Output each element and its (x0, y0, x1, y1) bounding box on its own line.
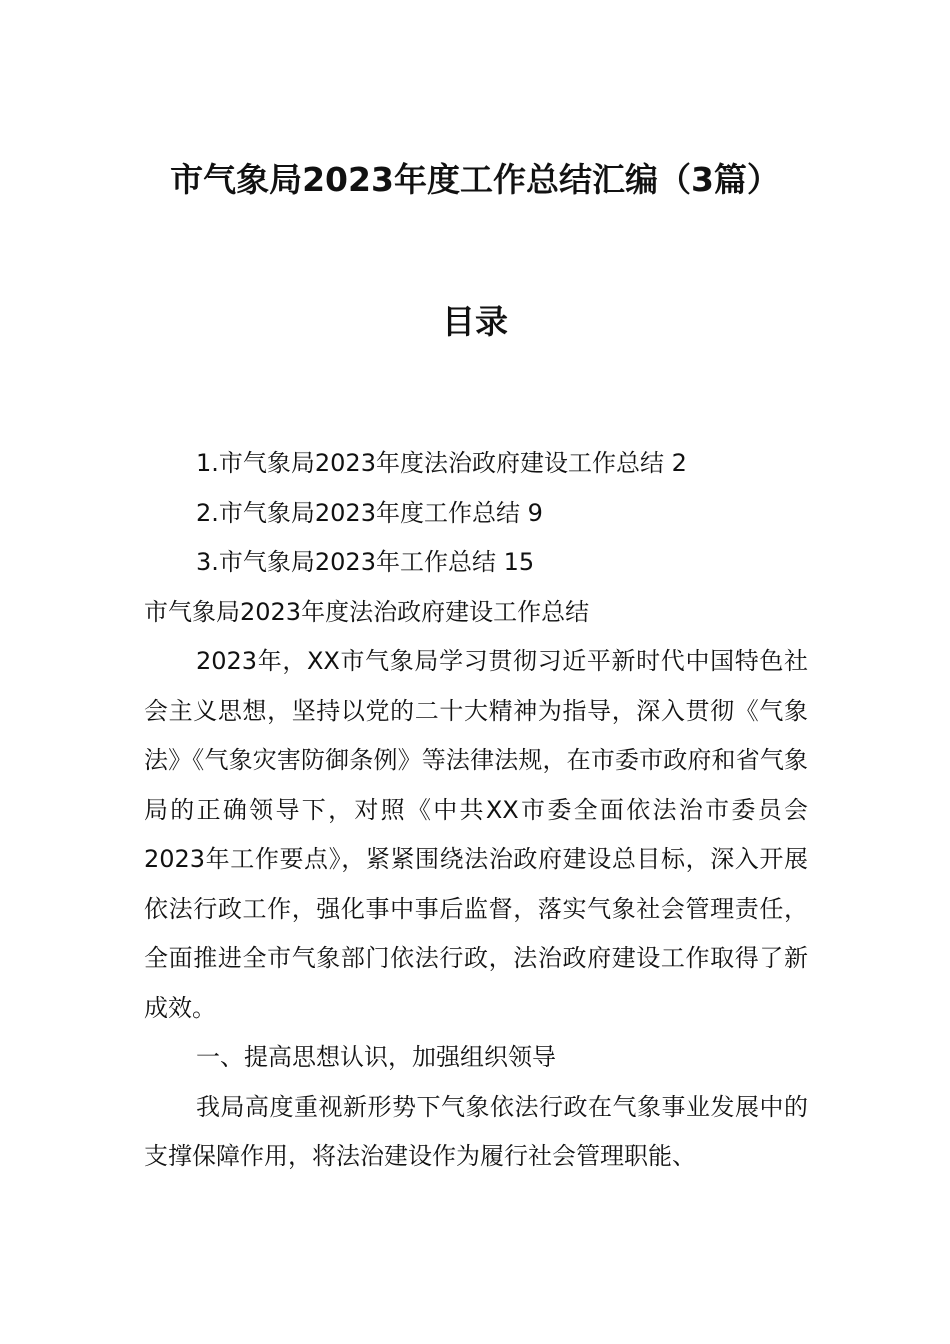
document-body (144, 439, 808, 1182)
section-heading-1: 一、提高思想认识，加强组织领导 (196, 1043, 556, 1071)
toc-item-1[interactable]: 1.市气象局2023年度法治政府建设工作总结 2 (196, 449, 687, 477)
toc-heading: 目录 (442, 302, 508, 341)
body-paragraph-1: 2023年，XX市气象局学习贯彻习近平新时代中国特色社会主义思想，坚持以党的二十大精神为指导，深入贯彻《气象法》《气象灾害防御条例》等法律法规，在市委市政府和省气象局的正确领导下，对照《中共XX市委全面依法治市委员会2023年工作要点》，紧紧围绕法治政府建设总目标，深入开展依法行政工作，强化事中事后监督，落实气象社会管理责任，全面推进全市气象部门依法行政，法治政府建设工作取得了新成效。 (144, 647, 808, 1022)
article-title: 市气象局2023年度法治政府建设工作总结 (144, 597, 590, 626)
body-paragraph-2: 我局高度重视新形势下气象依法行政在气象事业发展中的支撑保障作用，将法治建设作为履行社会管理职能、 (144, 1092, 808, 1170)
toc-item-3[interactable]: 3.市气象局2023年工作总结 15 (196, 548, 535, 576)
document-title: 市气象局2023年度工作总结汇编（3篇） (170, 160, 780, 199)
toc-item-2[interactable]: 2.市气象局2023年度工作总结 9 (196, 498, 543, 527)
